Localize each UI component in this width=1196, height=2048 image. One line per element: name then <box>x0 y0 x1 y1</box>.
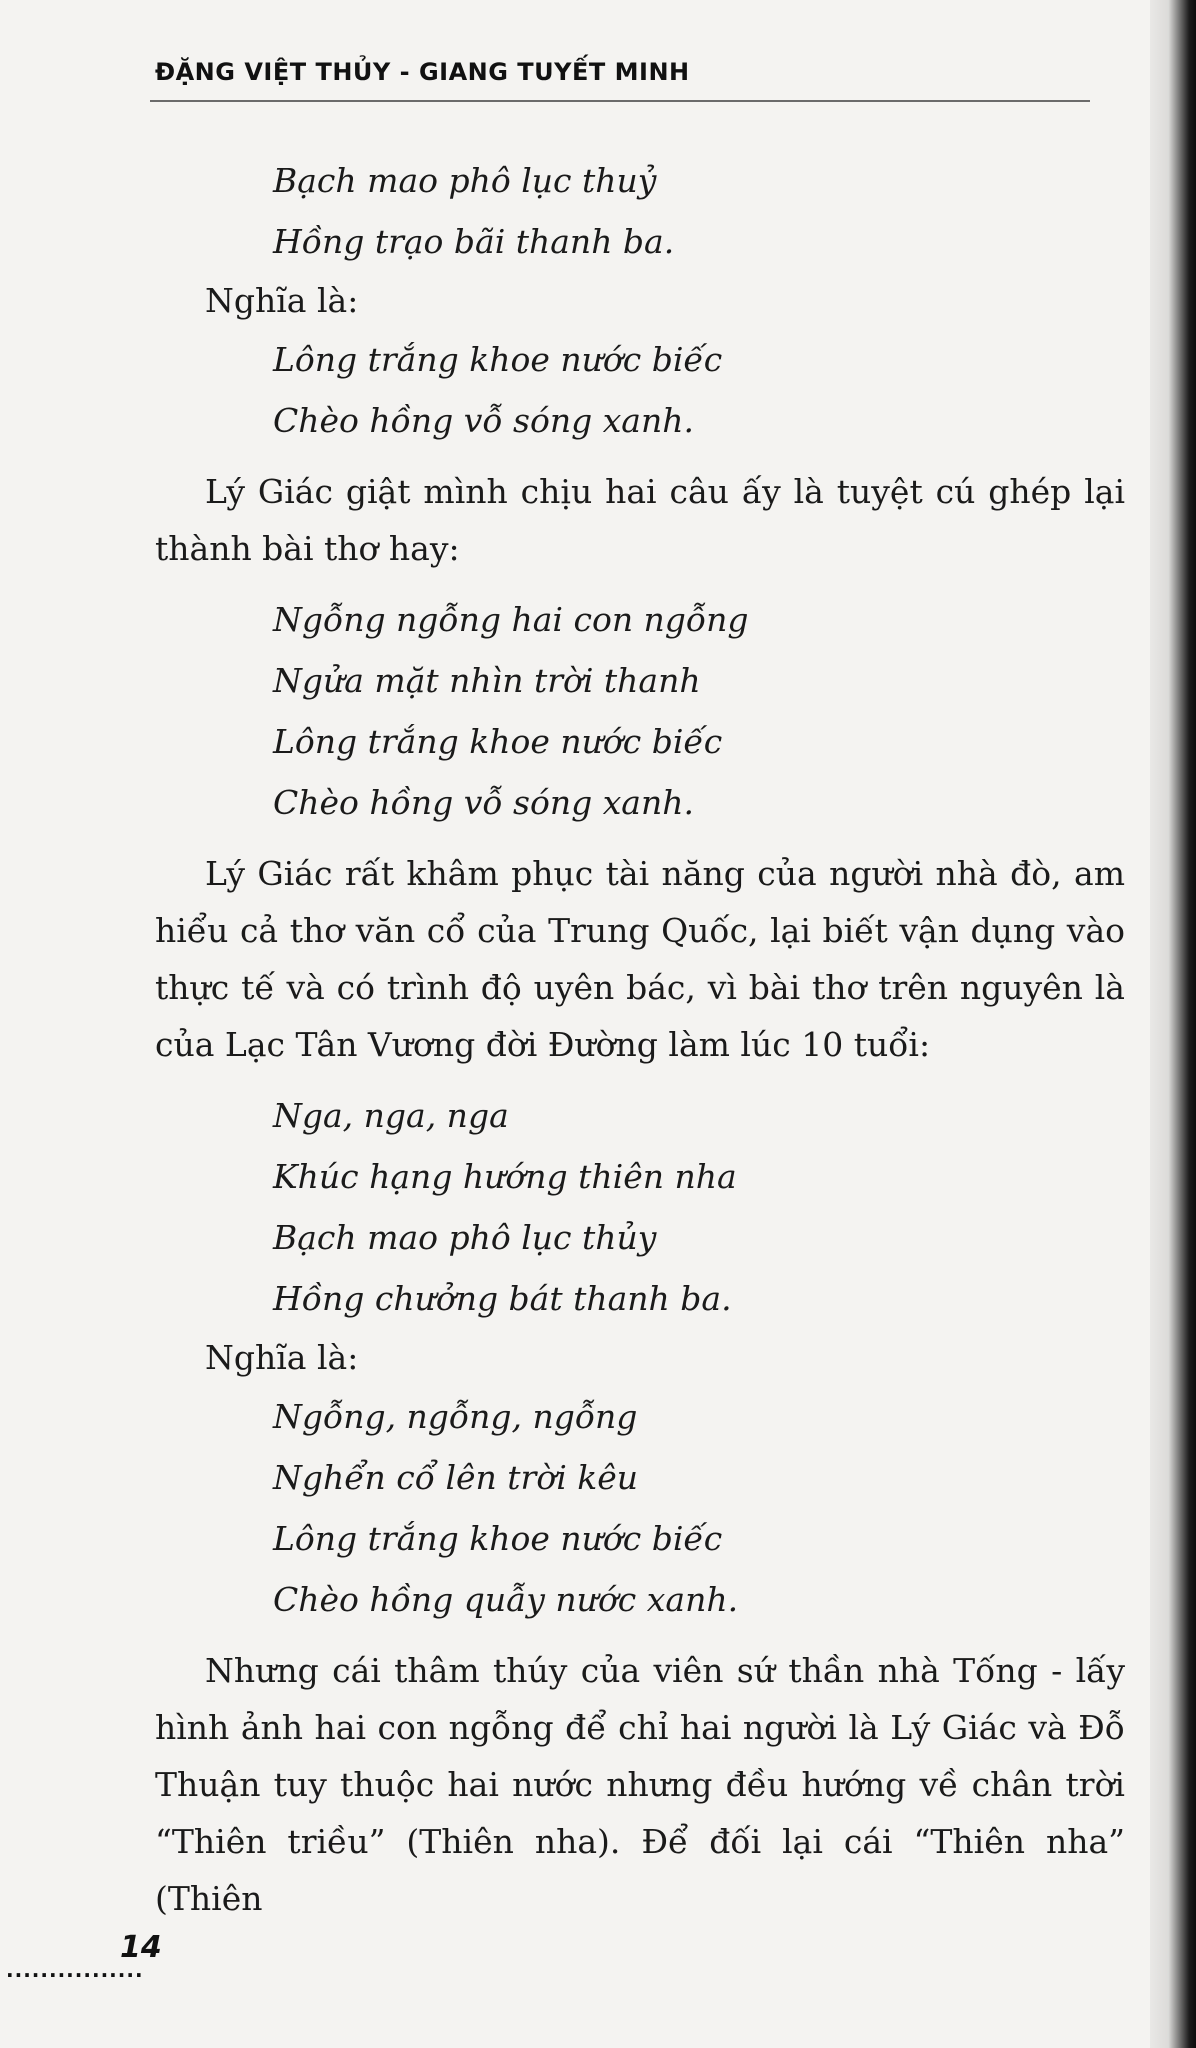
verse-line: Hồng chưởng bát thanh ba. <box>273 1279 732 1318</box>
page-number: 14 <box>120 1930 162 1965</box>
verse-line: Ngỗng, ngỗng, ngỗng <box>273 1397 638 1436</box>
verse-line: Bạch mao phô lục thủy <box>273 1218 657 1257</box>
verse-line: Chèo hồng vỗ sóng xanh. <box>273 783 694 822</box>
verse-line: Lông trắng khoe nước biếc <box>273 722 723 761</box>
running-header: ĐẶNG VIỆT THỦY - GIANG TUYẾT MINH <box>155 58 690 86</box>
page-edge-shadow <box>1150 0 1196 2048</box>
verse-line: Chèo hồng quẫy nước xanh. <box>273 1580 739 1619</box>
verse-line: Ngỗng ngỗng hai con ngỗng <box>273 600 749 639</box>
verse-line: Ngửa mặt nhìn trời thanh <box>273 661 701 700</box>
meaning-label: Nghĩa là: <box>205 1338 359 1377</box>
verse-line: Hồng trạo bãi thanh ba. <box>273 222 675 261</box>
verse-line: Lông trắng khoe nước biếc <box>273 340 723 379</box>
verse-line: Chèo hồng vỗ sóng xanh. <box>273 401 694 440</box>
verse-line: Nghển cổ lên trời kêu <box>273 1458 639 1497</box>
body-paragraph: Lý Giác giật mình chịu hai câu ấy là tuyệt cú ghép lại thành bài thơ hay: <box>155 472 1125 568</box>
page-body <box>155 150 1125 1939</box>
body-paragraph: Nhưng cái thâm thúy của viên sứ thần nhà Tống - lấy hình ảnh hai con ngỗng để chỉ hai người là Lý Giác và Đỗ Thuận tuy thuộc hai nước nhưng đều hướng về chân trời “Thiên triều” (Thiên nha). Để đối lại cái “Thiên nha” (Thiên <box>155 1651 1125 1918</box>
body-paragraph: Lý Giác rất khâm phục tài năng của người nhà đò, am hiểu cả thơ văn cổ của Trung Quốc, lại biết vận dụng vào thực tế và có trình độ uyên bác, vì bài thơ trên nguyên là của Lạc Tân Vương đời Đường làm lúc 10 tuổi: <box>155 854 1125 1064</box>
verse-line: Bạch mao phô lục thuỷ <box>273 161 657 200</box>
verse-line: Lông trắng khoe nước biếc <box>273 1519 723 1558</box>
footer-dots: ................ <box>6 1958 144 1982</box>
header-rule <box>150 100 1090 102</box>
verse-line: Khúc hạng hướng thiên nha <box>273 1157 737 1196</box>
meaning-label: Nghĩa là: <box>205 281 359 320</box>
verse-line: Nga, nga, nga <box>273 1096 509 1135</box>
